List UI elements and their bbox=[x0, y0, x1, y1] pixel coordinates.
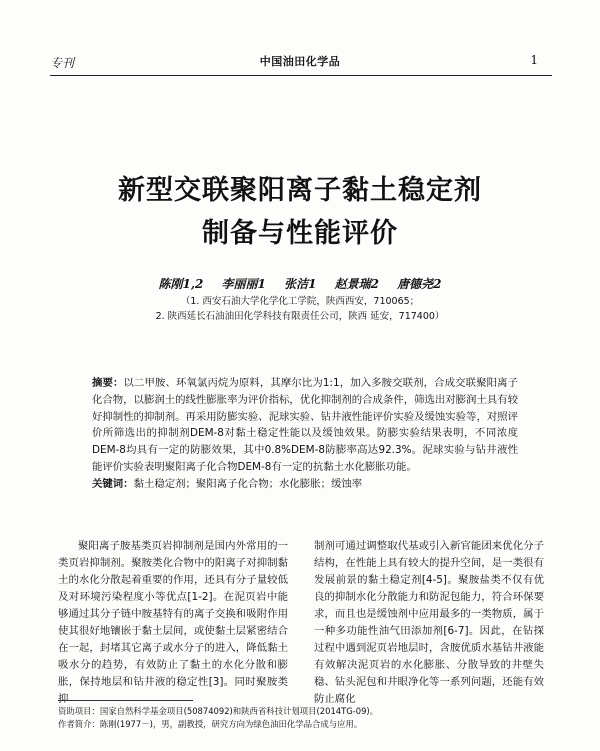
title-line-1: 新型交联聚阳离子黏土稳定剂 bbox=[118, 175, 482, 206]
keywords-text: 黏土稳定剂；聚阳离子化合物；水化膨胀；缓蚀率 bbox=[133, 478, 363, 490]
affiliation-1: （1. 西安石油大学化学化工学院，陕西西安，710065； bbox=[180, 296, 420, 307]
body-left-column: 聚阳离子胺基类页岩抑制剂是国内外常用的一类页岩抑制剂。聚胺类化合物中的阳离子对抑制黏土的水化分散起着重要的作用，还具有分子量较低及对环境污染程度小等优点[1-2]。在泥页岩中能够通过其分子链中胺基特有的离子交换和吸附作用使其很好地镶嵌于黏土层间，或使黏土层紧密结合在一起，封堵其它离子或水分子的进入，降低黏土吸水分的趋势，有效防止了黏土的水化分散和膨胀，保持地层和钻井液的稳定性[3]。同时聚胺类抑 bbox=[58, 540, 288, 705]
title-line-2: 制备与性能评价 bbox=[202, 218, 398, 249]
keywords bbox=[92, 476, 518, 492]
affiliation-2: 2. 陕西延长石油油田化学科技有限责任公司，陕西 延安，717400） bbox=[155, 311, 445, 322]
keywords-label: 关键词： bbox=[92, 478, 134, 490]
page-number: 1 bbox=[530, 53, 538, 67]
footnote-author: 作者简介：陈刚(1977－)，男，副教授，研究方向为绿色油田化学品合成与应用。 bbox=[58, 719, 363, 729]
journal-section-label: 专刊 bbox=[50, 56, 75, 70]
abstract bbox=[92, 375, 518, 476]
header-rule bbox=[50, 75, 552, 76]
footnote-fund: 资助项目：国家自然科学基金项目(50874092)和陕西省科技计划项目(2014TG-09)。 bbox=[58, 706, 379, 716]
footnote-rule bbox=[58, 700, 193, 701]
journal-name: 中国油田化学品 bbox=[259, 55, 341, 68]
abstract-text: 以二甲胺、环氧氯丙烷为原料，其摩尔比为1:1，加入多胺交联剂，合成交联聚阳离子化合物，以膨润土的线性膨胀率为评价指标，优化抑制剂的合成条件，筛选出对膨润土具有较好抑制性的抑制剂。再采用防膨实验、泥球实验、钻井液性能评价实验及缓蚀实验等，对照评价所筛选出的抑制剂DEM-8对黏土稳定性能以及缓蚀效果。防膨实验结果表明，不同浓度DEM-8均具有一定的防膨效果，其中0.8%DEM-8防膨率高达92.3%。泥球实验与钻井液性能评价实验表明聚阳离子化合物DEM-8有一定的抗黏土水化膨胀功能。 bbox=[92, 377, 519, 473]
abstract-label: 摘要： bbox=[92, 377, 124, 389]
body-right-column: 制剂可通过调整取代基或引入新官能团来优化分子结构，在性能上具有较大的提升空间，是一类很有发展前景的黏土稳定剂[4-5]。聚胺盐类不仅有优良的抑制水化分散能力和防泥包能力，符合环保要求，而且也是缓蚀剂中应用最多的一类物质，属于一种多功能性油气田添加剂[6-7]。因此，在钻探过程中遇到泥页岩地层时，含胺优质水基钻井液能有效解决泥页岩的水化膨胀、分散导致的井壁失稳、钻头泥包和井眼净化等一系列问题，还能有效防止腐化 bbox=[314, 540, 544, 705]
authors: 陈刚1,2 李丽丽1 张洁1 赵景瑞2 唐德尧2 bbox=[158, 277, 442, 291]
